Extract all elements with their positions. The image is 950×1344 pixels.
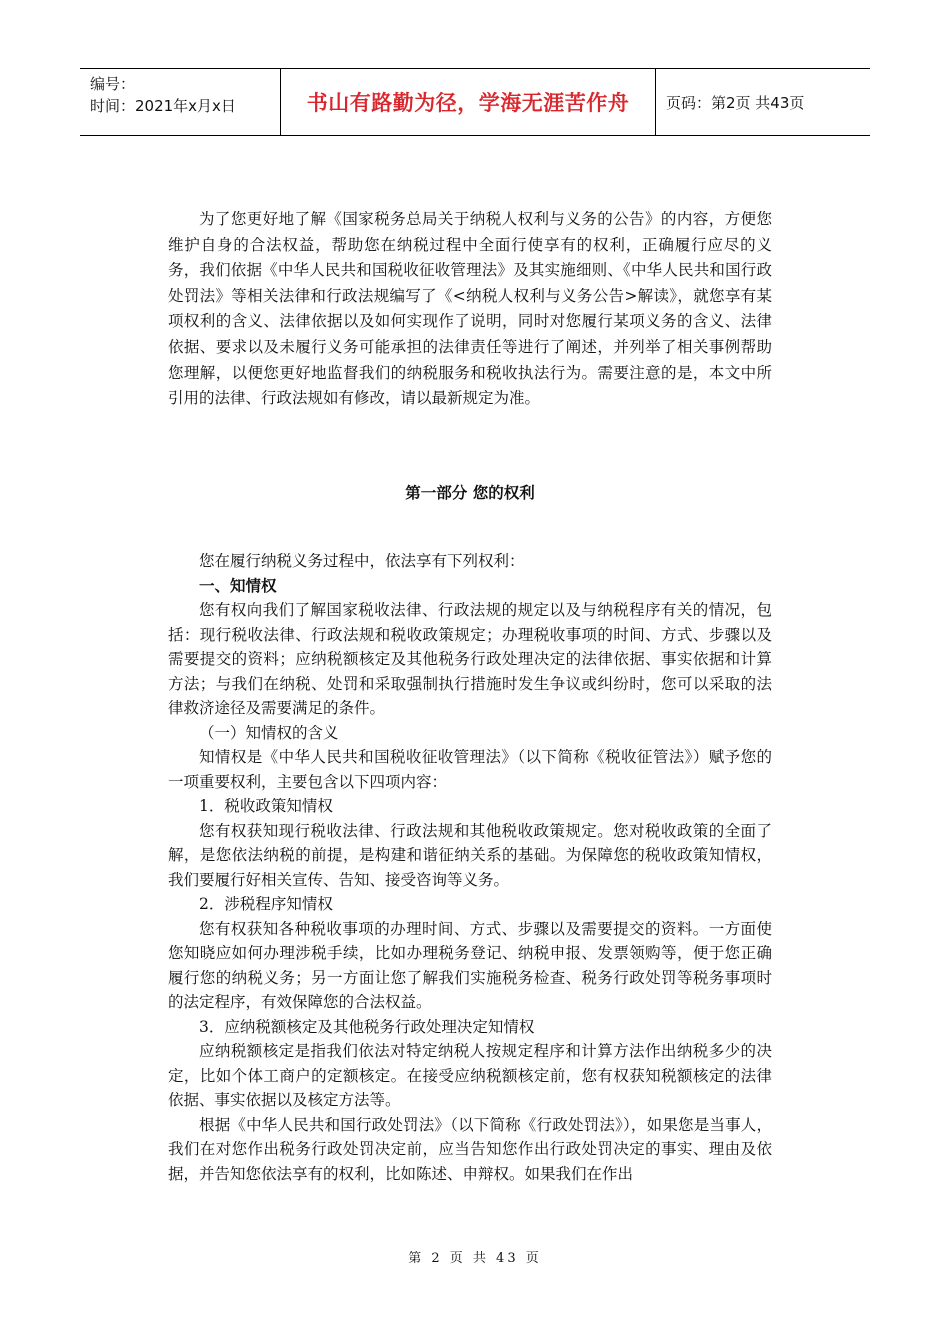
- date-label: 时间：2021年x月x日: [90, 97, 236, 115]
- right-1-heading: 一、知情权: [199, 576, 277, 595]
- item-1-paragraph: 您有权获知现行税收法律、行政法规和其他税收政策规定。您对税收政策的全面了解，是您依法纳税的前提，是构建和谐征纳关系的基础。为保障您的税收政策知情权，我们要履行好相关宣传、告知、接受咨询等义务。: [168, 821, 772, 889]
- header-motto: 书山有路勤为径，学海无涯苦作舟: [280, 69, 656, 135]
- item-3-paragraph-2: 根据《中华人民共和国行政处罚法》（以下简称《行政处罚法》），如果您是当事人，我们在对您作出税务行政处罚决定前，应当告知您作出行政处罚决定的事实、理由及依据，并告知您依法享有的权利，比如陈述、申辩权。如果我们在作出: [168, 1115, 772, 1183]
- meaning-paragraph: 知情权是《中华人民共和国税收征收管理法》（以下简称《税收征管法》）赋予您的一项重要权利，主要包含以下四项内容：: [168, 748, 772, 791]
- item-2-heading: 2．涉税程序知情权: [199, 895, 333, 913]
- rights-body: [168, 549, 772, 1186]
- header-meta-cell: [80, 69, 280, 135]
- header-page-info: 页码：第2页 共43页: [666, 93, 805, 112]
- meaning-heading: （一）知情权的含义: [199, 723, 339, 742]
- item-3-paragraph: 应纳税额核定是指我们依法对特定纳税人按规定程序和计算方法作出纳税多少的决定，比如个体工商户的定额核定。在接受应纳税额核定前，您有权获知税额核定的法律依据、事实依据以及核定方法等。: [168, 1042, 772, 1109]
- item-3-heading: 3．应纳税额核定及其他税务行政处理决定知情权: [199, 1017, 535, 1036]
- intro-section: [168, 207, 772, 412]
- document-header: [80, 68, 870, 136]
- item-2-paragraph: 您有权获知各种税收事项的办理时间、方式、步骤以及需要提交的资料。一方面使您知晓应如何办理涉税手续，比如办理税务登记、纳税申报、发票领购等，便于您正确履行您的纳税义务；另一方面让您了解我们实施税务检查、税务行政处罚等税务事项时的法定程序，有效保障您的合法权益。: [168, 919, 772, 1011]
- right-1-paragraph: 您有权向我们了解国家税收法律、行政法规的规定以及与纳税程序有关的情况，包括：现行税收法律、行政法规和税收政策规定；办理税收事项的时间、方式、步骤以及需要提交的资料；应纳税额核定及其他税务行政处理决定的法律依据、事实依据和计算方法；与我们在纳税、处罚和采取强制执行措施时发生争议或纠纷时，您可以采取的法律救济途径及需要满足的条件。: [168, 601, 772, 717]
- serial-number-label: 编号：: [90, 75, 136, 93]
- rights-lead: 您在履行纳税义务过程中，依法享有下列权利：: [199, 552, 525, 570]
- section-title: 第一部分 您的权利: [405, 484, 535, 502]
- intro-paragraph: 为了您更好地了解《国家税务总局关于纳税人权利与义务的公告》的内容，方便您维护自身的合法权益，帮助您在纳税过程中全面行使享有的权利，正确履行应尽的义务，我们依据《中华人民共和国税收征收管理法》及其实施细则、《中华人民共和国行政处罚法》等相关法律和行政法规编写了《<纳税人权利与义务公告>解读》，就您享有某项权利的含义、法律依据以及如何实现作了说明，同时对您履行某项义务的含义、法律依据、要求以及未履行义务可能承担的法律责任等进行了阐述，并列举了相关事例帮助您理解，以便您更好地监督我们的纳税服务和税收执法行为。需要注意的是，本文中所引用的法律、行政法规如有修改，请以最新规定为准。: [168, 210, 772, 408]
- item-1-heading: 1．税收政策知情权: [199, 797, 333, 815]
- page-footer: 第 2 页 共 43 页: [408, 1251, 542, 1266]
